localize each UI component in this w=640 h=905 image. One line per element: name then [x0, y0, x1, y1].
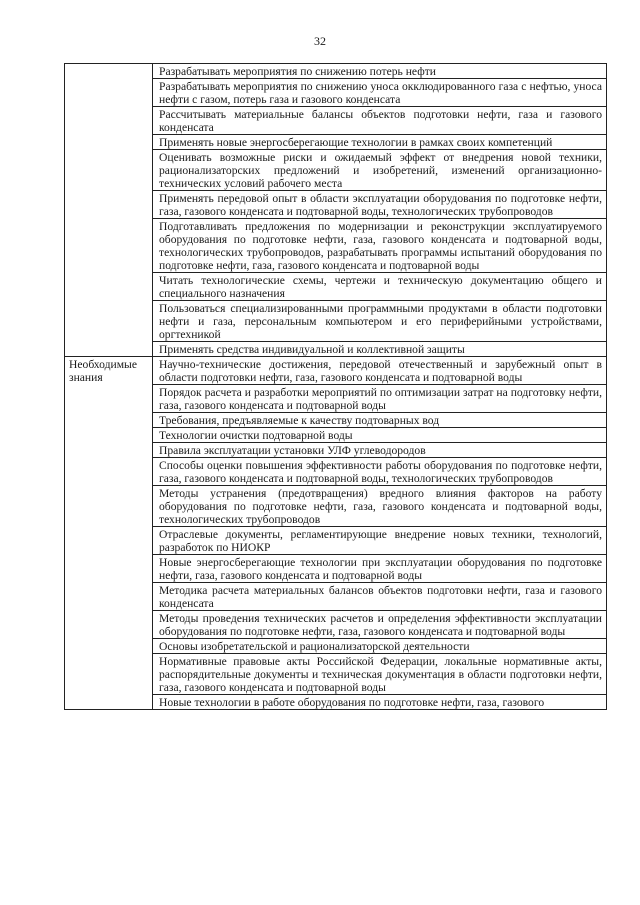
table-cell: Применять передовой опыт в области эксплуатации оборудования по подготовке нефти, газа, газового конденсата и подтоварной воды, технологических трубопроводов: [153, 191, 607, 219]
table-cell: Методы проведения технических расчетов и определения эффективности эксплуатации оборудования по подготовке нефти, газа, газового конденсата и подтоварной воды: [153, 611, 607, 639]
table-cell: Читать технологические схемы, чертежи и техническую документацию общего и специального назначения: [153, 273, 607, 301]
table-cell: Порядок расчета и разработки мероприятий по оптимизации затрат на подготовку нефти, газа, газового конденсата и подтоварной воды: [153, 385, 607, 413]
table-cell: Разрабатывать мероприятия по снижению потерь нефти: [153, 64, 607, 79]
page-number: 32: [314, 34, 326, 48]
table-cell: Применять средства индивидуальной и коллективной защиты: [153, 342, 607, 357]
table-cell: Отраслевые документы, регламентирующие внедрение новых техники, технологий, разработок по НИОКР: [153, 527, 607, 555]
table-cell: Методика расчета материальных балансов объектов подготовки нефти, газа и газового конденсата: [153, 583, 607, 611]
table-cell: Оценивать возможные риски и ожидаемый эффект от внедрения новой техники, рационализаторских предложений и изобретений, изменений организационно-технических условий рабочего места: [153, 150, 607, 191]
table-cell: Требования, предъявляемые к качеству подтоварных вод: [153, 413, 607, 428]
knowledge-label: Необходимые знания: [65, 357, 153, 710]
table-cell: Основы изобретательской и рационализаторской деятельности: [153, 639, 607, 654]
requirements-table: [64, 63, 607, 710]
table-cell: Научно-технические достижения, передовой отечественный и зарубежный опыт в области подготовки нефти, газа, газового конденсата и подтоварной воды: [153, 357, 607, 385]
table-cell: Применять новые энергосберегающие технологии в рамках своих компетенций: [153, 135, 607, 150]
table-cell: Пользоваться специализированными программными продуктами в области подготовки нефти и газа, персональным компьютером и его периферийными устройствами, оргтехникой: [153, 301, 607, 342]
table-cell: Разрабатывать мероприятия по снижению уноса окклюдированного газа с нефтью, уноса нефти с газом, потерь газа и газового конденсата: [153, 79, 607, 107]
table-cell: Рассчитывать материальные балансы объектов подготовки нефти, газа и газового конденсата: [153, 107, 607, 135]
table-cell: Новые энергосберегающие технологии при эксплуатации оборудования по подготовке нефти, газа, газового конденсата и подтоварной воды: [153, 555, 607, 583]
table-cell: Методы устранения (предотвращения) вредного влияния факторов на работу оборудования по подготовке нефти, газа, газового конденсата и подтоварной воды, технологических трубопроводов: [153, 486, 607, 527]
table-cell: Новые технологии в работе оборудования по подготовке нефти, газа, газового: [153, 695, 607, 710]
table-row: [65, 357, 607, 385]
table-cell: Нормативные правовые акты Российской Федерации, локальные нормативные акты, распорядительные документы и техническая документация в области подготовки нефти, газа, газового конденсата и подтоварной воды: [153, 654, 607, 695]
table-cell: Подготавливать предложения по модернизации и реконструкции эксплуатируемого оборудования по подготовке нефти, газа, газового конденсата и подтоварной воды, технологических трубопроводов, разрабатывать программы испытаний оборудования по подготовке нефти, газа, газового конденсата и подтоварной воды: [153, 219, 607, 273]
table-cell: Технологии очистки подтоварной воды: [153, 428, 607, 443]
table-cell: Правила эксплуатации установки УЛФ углеводородов: [153, 443, 607, 458]
abilities-label-cell: [65, 64, 153, 357]
table-cell: Способы оценки повышения эффективности работы оборудования по подготовке нефти, газа, газового конденсата и подтоварной воды, технологических трубопроводов: [153, 458, 607, 486]
table-row: [65, 64, 607, 79]
